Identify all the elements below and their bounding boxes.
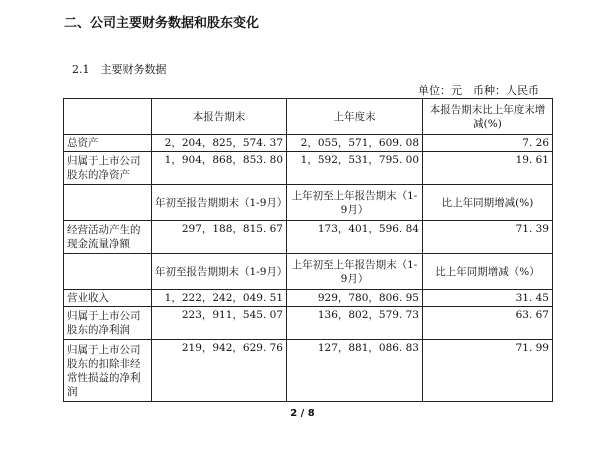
table-cell: 219，942，629. 76 (152, 340, 287, 402)
table-row (64, 290, 553, 307)
row-label: 归属于上市公司股东的净利润 (64, 307, 152, 340)
section-title: 二、公司主要财务数据和股东变化 (64, 16, 260, 31)
row-label: 总资产 (64, 135, 152, 152)
table-cell: 1，222，242，049. 51 (152, 290, 287, 307)
table-cell: 71. 99 (423, 340, 553, 402)
table-header-row (64, 254, 553, 290)
row-label: 归属于上市公司股东的净资产 (64, 152, 152, 185)
table-cell: 1，592，531，795. 00 (287, 152, 423, 185)
table-header-row (64, 99, 553, 135)
table-row (64, 152, 553, 185)
table-header-cell: 上年初至上年报告期末（1-9月） (287, 254, 423, 290)
table-cell: 173，401，596. 84 (287, 221, 423, 254)
table-header-cell: 比上年同期增减（%） (423, 254, 553, 290)
table-cell: 7. 26 (423, 135, 553, 152)
table-row (64, 221, 553, 254)
table-cell: 63. 67 (423, 307, 553, 340)
unit-currency-line: 单位：元 币种：人民币 (418, 84, 539, 97)
table-header-cell: 上年度末 (287, 99, 423, 135)
page-number: 2 / 8 (290, 408, 315, 419)
table-row (64, 307, 553, 340)
table-header-cell (64, 99, 152, 135)
table-header-cell: 上年初至上年报告期末（1-9月） (287, 185, 423, 221)
table-cell: 31. 45 (423, 290, 553, 307)
subsection-title: 2.1 主要财务数据 (72, 63, 167, 76)
table-cell: 929，780，806. 95 (287, 290, 423, 307)
table-header-cell: 年初至报告期期末（1-9月） (152, 254, 287, 290)
row-label: 营业收入 (64, 290, 152, 307)
table-cell: 127，881，086. 83 (287, 340, 423, 402)
table-header-cell: 本报告期末 (152, 99, 287, 135)
row-label: 归属于上市公司股东的扣除非经常性损益的净利润 (64, 340, 152, 402)
table-header-cell: 年初至报告期期末（1-9月） (152, 185, 287, 221)
row-label: 经营活动产生的现金流量净额 (64, 221, 152, 254)
financial-data-table (63, 98, 553, 402)
table-cell: 136，802，579. 73 (287, 307, 423, 340)
table-header-row (64, 185, 553, 221)
table-cell: 223，911，545. 07 (152, 307, 287, 340)
table-cell: 19. 61 (423, 152, 553, 185)
table-header-cell: 本报告期末比上年度末增减(%) (423, 99, 553, 135)
table-cell: 2，055，571，609. 08 (287, 135, 423, 152)
table-cell: 1，904，868，853. 80 (152, 152, 287, 185)
table-row (64, 135, 553, 152)
table-cell: 297，188，815. 67 (152, 221, 287, 254)
table-header-cell: 比上年同期增减(%) (423, 185, 553, 221)
table-header-cell (64, 254, 152, 290)
table-cell: 71. 39 (423, 221, 553, 254)
table-row (64, 340, 553, 402)
table-header-cell (64, 185, 152, 221)
table-cell: 2，204，825，574. 37 (152, 135, 287, 152)
